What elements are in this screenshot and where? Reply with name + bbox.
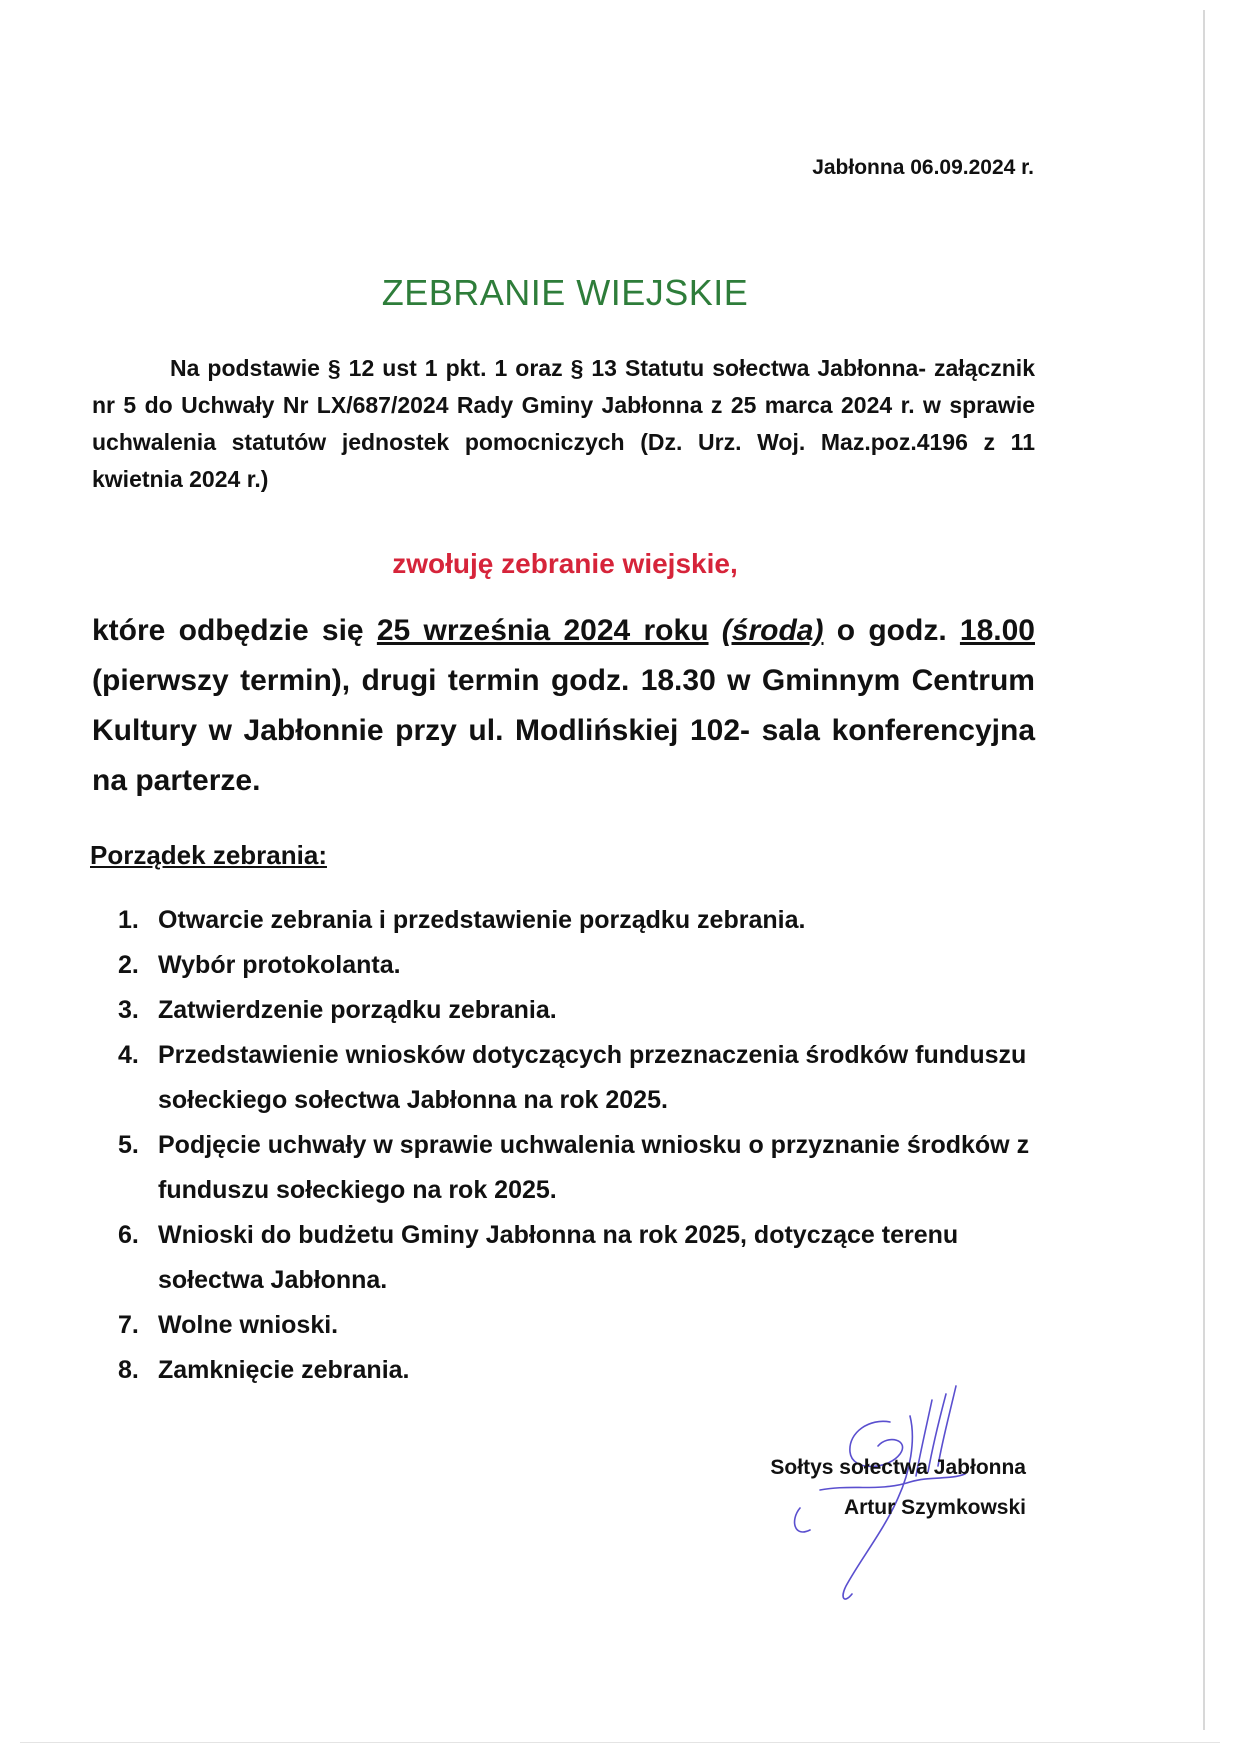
meeting-first-time: 18.00 bbox=[959, 614, 1035, 647]
agenda-item-number: 7. bbox=[118, 1311, 139, 1339]
signature-name: Artur Szymkowski bbox=[843, 1496, 1026, 1519]
agenda-item bbox=[118, 898, 1038, 943]
agenda-list bbox=[118, 898, 1038, 1393]
agenda-item-text: Wybór protokolanta. bbox=[158, 951, 401, 979]
agenda-item bbox=[118, 1213, 1038, 1303]
meeting-time-prefix: o godz. bbox=[823, 614, 960, 647]
meeting-details: (pierwszy termin), drugi termin godz. 18.30 w Gminnym Centrum Kultury w Jabłonnie przy ul. Modlińskiej 102- sala konferencyjna na parterze. bbox=[92, 664, 1035, 797]
legal-basis-paragraph: Na podstawie § 12 ust 1 pkt. 1 oraz § 13 Statutu sołectwa Jabłonna- załącznik nr 5 do Uchwały Nr LX/687/2024 Rady Gminy Jabłonna z 25 marca 2024 r. w sprawie uchwalenia statutów jednostek pomocniczych (Dz. Urz. Woj. Maz.poz.4196 z 11 kwietnia 2024 r.) bbox=[92, 355, 1035, 492]
agenda-item-number: 1. bbox=[118, 906, 139, 934]
agenda-item-number: 8. bbox=[118, 1356, 139, 1384]
agenda-item-number: 3. bbox=[118, 996, 139, 1024]
agenda-item-number: 6. bbox=[118, 1221, 139, 1249]
agenda-item-text: Podjęcie uchwały w sprawie uchwalenia wniosku o przyznanie środków z funduszu sołeckiego na rok 2025. bbox=[158, 1131, 1030, 1204]
convene-line: zwołuję zebranie wiejskie, bbox=[392, 548, 738, 579]
scan-edge-line bbox=[1203, 10, 1205, 1730]
meeting-weekday: (środa) bbox=[721, 614, 824, 647]
agenda-item-text: Wnioski do budżetu Gminy Jabłonna na rok 2025, dotyczące terenu sołectwa Jabłonna. bbox=[158, 1221, 959, 1294]
agenda-item-number: 2. bbox=[118, 951, 139, 979]
signature-role: Sołtys sołectwa Jabłonna bbox=[770, 1456, 1026, 1479]
agenda-item-text: Zatwierdzenie porządku zebrania. bbox=[158, 996, 557, 1024]
agenda-item-text: Otwarcie zebrania i przedstawienie porządku zebrania. bbox=[158, 906, 806, 934]
agenda-item bbox=[118, 1303, 1038, 1348]
meeting-paragraph bbox=[92, 606, 1035, 806]
agenda-item bbox=[118, 1123, 1038, 1213]
agenda-item-text: Przedstawienie wniosków dotyczących przeznaczenia środków funduszu sołeckiego sołectwa Jabłonna na rok 2025. bbox=[158, 1041, 1027, 1114]
agenda-item-number: 4. bbox=[118, 1041, 139, 1069]
agenda-item bbox=[118, 1033, 1038, 1123]
agenda-item bbox=[118, 988, 1038, 1033]
signature-block bbox=[770, 1448, 1026, 1528]
meeting-date: 25 września 2024 roku bbox=[376, 614, 709, 647]
date-line: Jabłonna 06.09.2024 r. bbox=[812, 156, 1034, 179]
document-title: ZEBRANIE WIEJSKIE bbox=[381, 272, 749, 313]
meeting-lead: które odbędzie się bbox=[92, 614, 377, 647]
agenda-item bbox=[118, 943, 1038, 988]
agenda-item-text: Zamknięcie zebrania. bbox=[158, 1356, 410, 1384]
scan-bottom-line bbox=[20, 1742, 1220, 1743]
agenda-item-text: Wolne wnioski. bbox=[158, 1311, 339, 1339]
agenda-item-number: 5. bbox=[118, 1131, 139, 1159]
agenda-heading: Porządek zebrania: bbox=[90, 840, 327, 870]
